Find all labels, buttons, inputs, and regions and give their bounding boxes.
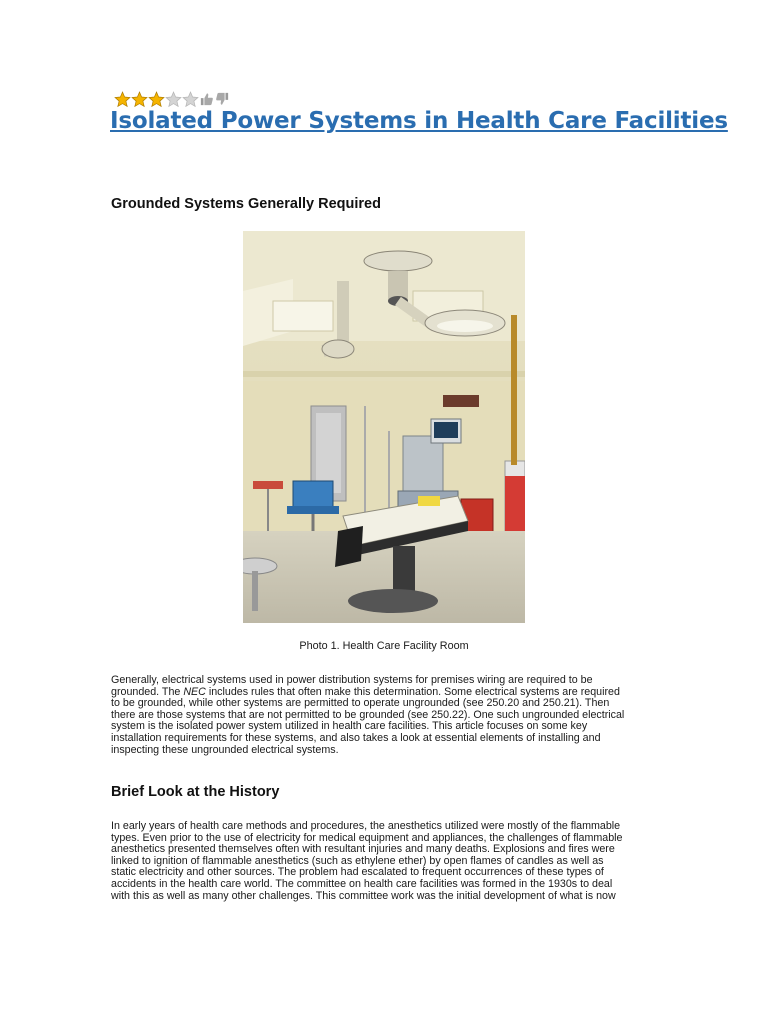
star-empty-icon[interactable]: [182, 91, 199, 108]
star-empty-icon[interactable]: [165, 91, 182, 108]
text-line: there are those systems that are not permitted to be grounded (see 250.22). One such ungrounded electrical: [111, 708, 625, 721]
text-line: In early years of health care methods and procedures, the anesthetics utilized were mostly of the flammable: [111, 820, 621, 832]
text-line: system is the isolated power system utilized in health care facilities. This article focuses on some key: [111, 720, 588, 733]
text-line: linked to ignition of flammable anesthetics (such as ethylene ether) by open flames of candles as well as: [111, 854, 604, 867]
text-segment: includes rules that often make this determination. Some electrical systems are required: [205, 685, 620, 698]
text-line: with this as well as many other challenges. This committee work was the initial development of what is now: [111, 889, 616, 902]
text-line: static electricity and other sources. The problem had escalated to frequent occurrences of these types of: [111, 866, 604, 879]
paragraph-history: [111, 821, 656, 902]
operating-room-photo: [243, 231, 525, 623]
text-segment: grounded. The: [111, 685, 184, 698]
thumbs-up-icon[interactable]: [200, 92, 214, 106]
article-title-link[interactable]: Isolated Power Systems in Health Care Facilities: [110, 108, 728, 134]
section-heading-grounded: Grounded Systems Generally Required: [111, 196, 381, 212]
text-line: Generally, electrical systems used in power distribution systems for premises wiring are required to be: [111, 674, 593, 686]
photo-caption: Photo 1. Health Care Facility Room: [299, 640, 469, 652]
nec-abbreviation: NEC: [183, 685, 206, 698]
text-line: types. Even prior to the use of electricity for medical equipment and appliances, the challenges of flammable: [111, 831, 623, 844]
text-line: to be grounded, while other systems are permitted to operate ungrounded (see 250.20 and 250.21). Then: [111, 697, 610, 710]
text-line: accidents in the health care world. The committee on health care facilities was formed in the 1930s to deal: [111, 877, 613, 890]
star-icon[interactable]: [114, 91, 131, 108]
paragraph-intro: [111, 675, 656, 756]
section-heading-history: Brief Look at the History: [111, 784, 280, 800]
text-line: anesthetics presented themselves often with resultant injuries and many deaths. Explosions and fires were: [111, 843, 615, 856]
text-line: inspecting these ungrounded electrical systems.: [111, 743, 339, 756]
star-icon[interactable]: [148, 91, 165, 108]
thumbs-down-icon[interactable]: [215, 92, 229, 106]
rating-bar[interactable]: [114, 90, 229, 108]
star-icon[interactable]: [131, 91, 148, 108]
text-line: installation requirements for these systems, and also takes a look at essential elements of installing and: [111, 731, 601, 744]
